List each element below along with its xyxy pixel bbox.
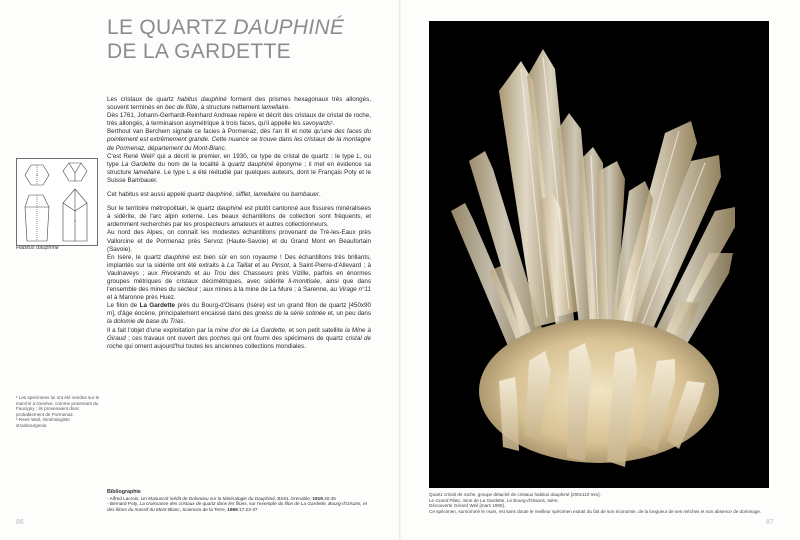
- page-number-right: 87: [766, 519, 774, 526]
- paragraph-5: Cet habitus est aussi appelé quartz dauphiné, sifflet, lamellaire ou bambauer.: [107, 191, 321, 199]
- photo-caption: [429, 492, 774, 514]
- main-text-column: [107, 96, 371, 351]
- crystal-habit-drawing: [17, 159, 97, 245]
- paragraph-2: Dès 1761, Johann-Gerhardt-Reinhard Andreae repère et décrit des cristaux de cristal de roche, très allongés, à terminaison asymétrique à trois faces, qu'il appelle les savoyards¹.: [107, 112, 371, 128]
- caption-line-4: Ce spécimen, surnommé le main, est sans doute le meilleur spécimen extrait du fait de son économie, de la longueur de ses mèches et son absence de dommage.: [429, 508, 762, 514]
- title-line-2: DE LA GARDETTE: [107, 40, 291, 63]
- paragraph-8: En Isère, le quartz dauphiné est bien sûr en son royaume ! Des échantillons très brillants, implantés sur la sidérite ont été extraits à La Taillat et au Pinsot, à Saint-Pierre-d'Allevard ; à Vaulnaveys ; aux Rivoirands et au Trou des Chasseurs près Vizille, parfois en énormes groupes métriques de cristaux décimétriques, avec sidérite li-monitisée, ainsi que dans l'ensemble des mines du secteur ; aux mines à la mine de La Mure ; à Sarenne, au Virage n°11 et à Maronne près Huez.: [107, 253, 372, 302]
- paragraph-10: Il a fait l'objet d'une exploitation par la mine d'or de La Gardette, et son petit satellite la Mine à Giraud ; ces travaux ont ouvert des poches qui ont fourni des spécimens de quartz cristal de roche qui ornent aujourd'hui toutes les anciennes collections mondiales.: [107, 326, 372, 350]
- paragraph-3: Berthout van Berchem signale ce facies à Pormenaz, dès l'an III et note qu'une des faces du pointement est extrêmement grande. Cette nuance se trouve dans les cristaux de la montagne de Pormenaz, département du Mont-Blanc.: [107, 128, 371, 152]
- diagram-caption: Habitus dauphiné: [16, 245, 59, 251]
- page-title: [107, 16, 407, 64]
- margin-note-2: ² René Weil, minéralogiste strasbourgeois.: [16, 417, 70, 428]
- paragraph-4: C'est René Weil² qui a décrit le premier, en 1930, ce type de cristal de quartz : le type L, ou type La Gardette du nom de la localité à quartz dauphiné éponyme ; il met en évidence sa structure lamellaire. Le type L a été réétudié par quelques auteurs, dont le Français Poty et le Suisse Bambauer.: [107, 152, 372, 184]
- caption-line-3: Découverte Gérard Weil [mars 1990].: [429, 503, 505, 509]
- paragraph-1: Les cristaux de quartz habitus dauphiné forment des prismes hexagonaux très allongés, souvent terminés en bec de flûte, à structure nettement lamellaire.: [107, 96, 371, 112]
- page-number-left: 86: [16, 519, 24, 526]
- bibliography-entry-2: - Bernard Poty, La croissance des cristaux de quartz dans les filons, sur l'exemple du filon de La Gardette, Bourg-d'Oisans, et des filons du massif du Mont-Blanc, Sciences de la Terre, 1969:17:23-37: [107, 501, 367, 512]
- margin-note-1: ¹ Les spécimens lui ont été vendus sur le marché à Genève, comme provenant du Faucigny ; ils provenaient donc probablement de Pormenaz.: [16, 395, 100, 417]
- crystal-habit-diagram: [16, 158, 98, 246]
- bibliography-entry-1: - Alfred Lacroix, Un Manuscrit inédit de Dolomieu sur la Minéralogie du Dauphiné, BSSL Grenoble, 1919,40:45: [107, 495, 336, 501]
- page-gutter: [399, 0, 401, 540]
- quartz-cluster-image: [429, 21, 769, 488]
- title-italic-word: DAUPHINÉ: [233, 16, 345, 39]
- caption-line-1: Quartz cristal de roche, groupe détaché de cristaux habitus dauphiné [200x110 mm].: [429, 492, 601, 497]
- paragraph-7: Au nord des Alpes, on connaît les modestes échantillons provenant de Tré-les-Eaux près Vallorcine et de Pormenaz près Servoz (Haute-Savoie) et du Grand Mont en Beaufortain (Savoie).: [107, 229, 371, 253]
- bibliography: [107, 490, 371, 512]
- title-text: LE QUARTZ: [107, 16, 234, 39]
- caption-line-2: Le Grand Plato, mine de La Gardette, Le Bourg-d'Oisans, Isère.: [429, 497, 559, 503]
- margin-notes: [16, 395, 100, 429]
- title-line-1: [107, 16, 407, 40]
- paragraph-9: Le filon de La Gardette près du Bourg-d'Oisans (Isère) est un grand filon de quartz [450x90 m], d'âge éocène, principalement encaissé dans des gneiss de la série sotinée et, un peu dans la dolomie de base du Trias.: [107, 302, 371, 326]
- paragraph-6: Sur le territoire métropolitain, le quartz dauphiné est plutôt cantonné aux fissures minéralisées à sidérite, de l'arc alpin externe. Les beaux échantillons de collection sont fréquents, et ardemment recherchés par les prospecteurs amateurs et autres collectionneurs.: [107, 205, 371, 229]
- quartz-photograph: [429, 21, 769, 488]
- bibliography-heading: Bibliographie: [107, 489, 141, 495]
